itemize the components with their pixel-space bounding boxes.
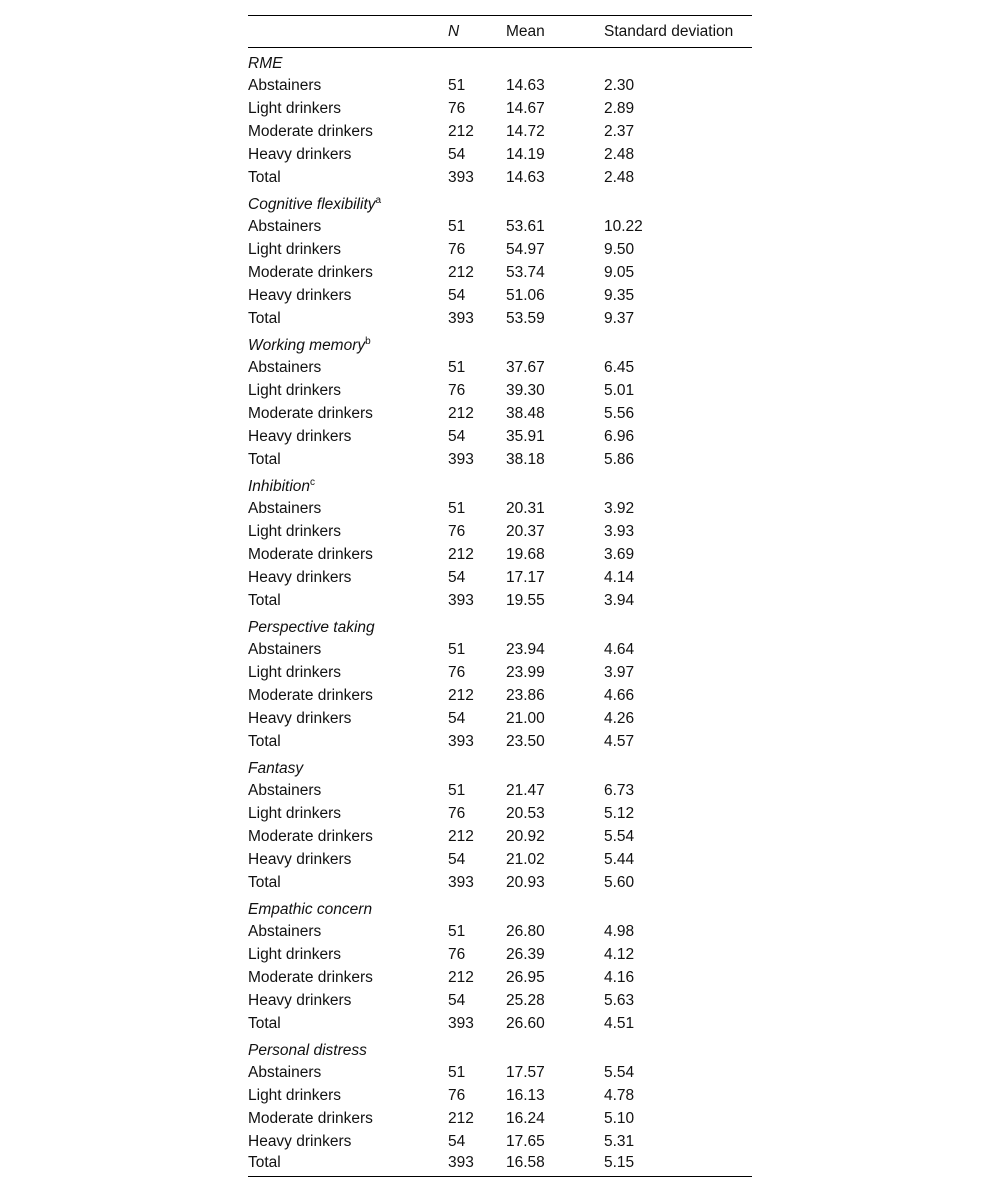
group-header-row [248, 1035, 752, 1061]
row-sd: 5.01 [604, 381, 635, 399]
row-sd: 4.14 [604, 568, 635, 586]
row-mean: 26.80 [506, 922, 545, 940]
row-n: 76 [448, 381, 466, 399]
row-name: Heavy drinkers [248, 709, 352, 727]
row-n: 212 [448, 404, 474, 422]
row-mean: 23.50 [506, 732, 545, 750]
row-mean: 51.06 [506, 286, 545, 304]
table-row [248, 166, 752, 189]
table-row [248, 825, 752, 848]
row-n: 54 [448, 286, 466, 304]
row-name: Light drinkers [248, 240, 342, 258]
row-mean: 35.91 [506, 427, 545, 445]
row-sd: 2.48 [604, 168, 635, 186]
table-row [248, 120, 752, 143]
row-mean: 19.68 [506, 545, 545, 563]
group-label: Empathic concern [248, 901, 373, 918]
table-row [248, 402, 752, 425]
row-sd: 5.86 [604, 450, 635, 468]
table-row [248, 379, 752, 402]
row-name: Light drinkers [248, 663, 342, 681]
row-n: 212 [448, 545, 474, 563]
row-sd: 3.93 [604, 522, 635, 540]
row-mean: 14.63 [506, 168, 545, 186]
table-row [248, 802, 752, 825]
row-sd: 6.73 [604, 781, 635, 799]
row-mean: 14.67 [506, 99, 545, 117]
table-row [248, 425, 752, 448]
row-mean: 23.86 [506, 686, 545, 704]
row-sd: 4.98 [604, 922, 635, 940]
header-row [248, 16, 752, 48]
row-n: 51 [448, 358, 466, 376]
header-blank [248, 16, 448, 48]
row-sd: 2.30 [604, 76, 635, 94]
table-row [248, 566, 752, 589]
row-n: 54 [448, 991, 466, 1009]
table-row [248, 1153, 752, 1176]
row-name: Heavy drinkers [248, 568, 352, 586]
row-mean: 25.28 [506, 991, 545, 1009]
group-label-cell [248, 612, 752, 638]
row-n: 54 [448, 1132, 466, 1150]
row-mean: 17.17 [506, 568, 545, 586]
row-mean: 23.94 [506, 640, 545, 658]
row-sd: 4.12 [604, 945, 635, 963]
group-header-row [248, 471, 752, 497]
table-row [248, 1107, 752, 1130]
row-name: Moderate drinkers [248, 1109, 373, 1127]
row-n: 393 [448, 873, 474, 891]
table-row [248, 943, 752, 966]
row-mean: 38.18 [506, 450, 545, 468]
row-sd: 3.97 [604, 663, 635, 681]
row-n: 393 [448, 1153, 474, 1171]
row-sd: 4.78 [604, 1086, 635, 1104]
row-mean: 26.60 [506, 1014, 545, 1032]
row-sd: 3.69 [604, 545, 635, 563]
table-row [248, 448, 752, 471]
row-sd: 2.48 [604, 145, 635, 163]
row-n: 212 [448, 968, 474, 986]
table-row [248, 707, 752, 730]
row-sd: 3.92 [604, 499, 635, 517]
row-mean: 37.67 [506, 358, 545, 376]
row-sd: 5.44 [604, 850, 635, 868]
group-header-row [248, 189, 752, 215]
row-sd: 5.56 [604, 404, 635, 422]
row-sd: 9.35 [604, 286, 635, 304]
table-row [248, 684, 752, 707]
row-n: 54 [448, 709, 466, 727]
row-mean: 20.93 [506, 873, 545, 891]
row-mean: 14.72 [506, 122, 545, 140]
row-name: Total [248, 168, 281, 186]
row-mean: 14.19 [506, 145, 545, 163]
table-row [248, 97, 752, 120]
table-row [248, 989, 752, 1012]
row-sd: 9.50 [604, 240, 635, 258]
row-mean: 53.59 [506, 309, 545, 327]
row-name: Moderate drinkers [248, 686, 373, 704]
row-name: Total [248, 309, 281, 327]
row-name: Heavy drinkers [248, 850, 352, 868]
row-sd: 6.45 [604, 358, 635, 376]
row-name: Heavy drinkers [248, 286, 352, 304]
row-name: Light drinkers [248, 381, 342, 399]
row-n: 212 [448, 122, 474, 140]
row-n: 51 [448, 217, 466, 235]
row-name: Light drinkers [248, 945, 342, 963]
group-label-cell [248, 894, 752, 920]
row-n: 393 [448, 450, 474, 468]
row-n: 76 [448, 522, 466, 540]
row-mean: 21.02 [506, 850, 545, 868]
row-sd: 3.94 [604, 591, 635, 609]
row-mean: 20.53 [506, 804, 545, 822]
table-row [248, 261, 752, 284]
row-n: 393 [448, 168, 474, 186]
row-name: Heavy drinkers [248, 145, 352, 163]
row-mean: 53.74 [506, 263, 545, 281]
row-mean: 16.58 [506, 1153, 545, 1171]
group-label-cell [248, 1035, 752, 1061]
row-name: Heavy drinkers [248, 427, 352, 445]
row-name: Light drinkers [248, 1086, 342, 1104]
row-n: 51 [448, 781, 466, 799]
row-name: Total [248, 1014, 281, 1032]
row-name: Moderate drinkers [248, 545, 373, 563]
row-name: Moderate drinkers [248, 968, 373, 986]
group-footnote-marker: a [375, 195, 382, 206]
row-name: Moderate drinkers [248, 122, 373, 140]
row-mean: 26.39 [506, 945, 545, 963]
row-sd: 6.96 [604, 427, 635, 445]
row-name: Total [248, 1153, 281, 1171]
table-row [248, 920, 752, 943]
table-row [248, 661, 752, 684]
row-sd: 5.10 [604, 1109, 635, 1127]
group-header-row [248, 48, 752, 75]
row-name: Total [248, 732, 281, 750]
row-n: 76 [448, 1086, 466, 1104]
table-row [248, 848, 752, 871]
row-mean: 21.47 [506, 781, 545, 799]
table-row [248, 589, 752, 612]
header-mean: Mean [506, 22, 545, 40]
group-label: RME [248, 55, 283, 72]
row-sd: 5.54 [604, 827, 635, 845]
row-n: 76 [448, 240, 466, 258]
row-name: Abstainers [248, 217, 322, 235]
group-header-row [248, 753, 752, 779]
row-sd: 5.31 [604, 1132, 635, 1150]
table-row [248, 74, 752, 97]
row-n: 212 [448, 263, 474, 281]
row-sd: 4.16 [604, 968, 635, 986]
row-name: Abstainers [248, 781, 322, 799]
table-row [248, 520, 752, 543]
row-n: 54 [448, 427, 466, 445]
row-mean: 39.30 [506, 381, 545, 399]
group-header-row [248, 330, 752, 356]
row-mean: 20.37 [506, 522, 545, 540]
group-label-cell [248, 48, 752, 75]
group-footnote-marker: b [365, 336, 371, 347]
row-name: Heavy drinkers [248, 1132, 352, 1150]
row-name: Total [248, 591, 281, 609]
row-n: 76 [448, 804, 466, 822]
row-sd: 5.54 [604, 1063, 635, 1081]
row-name: Moderate drinkers [248, 827, 373, 845]
table-row [248, 638, 752, 661]
row-n: 51 [448, 1063, 466, 1081]
row-mean: 54.97 [506, 240, 545, 258]
group-label-cell [248, 330, 752, 356]
row-name: Light drinkers [248, 99, 342, 117]
row-name: Total [248, 873, 281, 891]
table-row [248, 307, 752, 330]
group-header-row [248, 894, 752, 920]
table-row [248, 543, 752, 566]
table-row [248, 1061, 752, 1084]
row-sd: 4.64 [604, 640, 635, 658]
row-n: 76 [448, 663, 466, 681]
row-sd: 5.60 [604, 873, 635, 891]
group-footnote-marker: c [310, 477, 316, 488]
row-sd: 10.22 [604, 217, 643, 235]
row-n: 76 [448, 99, 466, 117]
table-row [248, 284, 752, 307]
row-mean: 20.92 [506, 827, 545, 845]
table-row [248, 1012, 752, 1035]
table-row [248, 143, 752, 166]
row-name: Moderate drinkers [248, 404, 373, 422]
row-mean: 16.24 [506, 1109, 545, 1127]
row-mean: 16.13 [506, 1086, 545, 1104]
table-row [248, 238, 752, 261]
row-n: 393 [448, 591, 474, 609]
row-sd: 4.57 [604, 732, 635, 750]
row-mean: 20.31 [506, 499, 545, 517]
row-name: Light drinkers [248, 804, 342, 822]
row-n: 212 [448, 827, 474, 845]
row-n: 393 [448, 1014, 474, 1032]
row-mean: 53.61 [506, 217, 545, 235]
table-row [248, 497, 752, 520]
header-sd: Standard deviation [604, 22, 734, 40]
row-n: 54 [448, 850, 466, 868]
group-label: Fantasy [248, 760, 304, 777]
row-mean: 17.65 [506, 1132, 545, 1150]
row-name: Abstainers [248, 499, 322, 517]
group-label: Inhibition [248, 478, 311, 495]
row-name: Abstainers [248, 922, 322, 940]
row-n: 393 [448, 309, 474, 327]
row-sd: 5.63 [604, 991, 635, 1009]
group-label: Cognitive flexibility [248, 196, 376, 213]
group-label: Perspective taking [248, 619, 375, 636]
table-row [248, 215, 752, 238]
group-label: Personal distress [248, 1042, 367, 1059]
row-sd: 9.05 [604, 263, 635, 281]
row-name: Light drinkers [248, 522, 342, 540]
row-sd: 2.37 [604, 122, 635, 140]
table-row [248, 966, 752, 989]
row-name: Moderate drinkers [248, 263, 373, 281]
row-sd: 4.51 [604, 1014, 635, 1032]
group-label-cell [248, 189, 752, 215]
row-n: 393 [448, 732, 474, 750]
group-label: Working memory [248, 337, 366, 354]
row-n: 51 [448, 76, 466, 94]
row-n: 212 [448, 686, 474, 704]
row-mean: 17.57 [506, 1063, 545, 1081]
group-label-cell [248, 471, 752, 497]
row-name: Total [248, 450, 281, 468]
table-header [248, 16, 752, 48]
row-mean: 38.48 [506, 404, 545, 422]
row-n: 54 [448, 568, 466, 586]
row-mean: 21.00 [506, 709, 545, 727]
table-body [248, 48, 752, 1177]
row-n: 212 [448, 1109, 474, 1127]
row-name: Abstainers [248, 76, 322, 94]
row-sd: 2.89 [604, 99, 635, 117]
row-name: Abstainers [248, 640, 322, 658]
group-label-cell [248, 753, 752, 779]
table-row [248, 1084, 752, 1107]
row-sd: 5.12 [604, 804, 635, 822]
table-row [248, 871, 752, 894]
descriptive-statistics-table [248, 15, 752, 1177]
row-sd: 5.15 [604, 1153, 635, 1171]
table-row [248, 779, 752, 802]
row-mean: 23.99 [506, 663, 545, 681]
row-sd: 9.37 [604, 309, 635, 327]
table-row [248, 730, 752, 753]
row-n: 51 [448, 922, 466, 940]
row-sd: 4.26 [604, 709, 635, 727]
row-n: 54 [448, 145, 466, 163]
row-mean: 14.63 [506, 76, 545, 94]
row-n: 51 [448, 640, 466, 658]
row-name: Heavy drinkers [248, 991, 352, 1009]
header-n: N [448, 22, 460, 40]
table-row [248, 356, 752, 379]
row-mean: 26.95 [506, 968, 545, 986]
row-name: Abstainers [248, 1063, 322, 1081]
group-header-row [248, 612, 752, 638]
row-mean: 19.55 [506, 591, 545, 609]
row-sd: 4.66 [604, 686, 635, 704]
row-name: Abstainers [248, 358, 322, 376]
table-row [248, 1130, 752, 1153]
row-n: 76 [448, 945, 466, 963]
row-n: 51 [448, 499, 466, 517]
